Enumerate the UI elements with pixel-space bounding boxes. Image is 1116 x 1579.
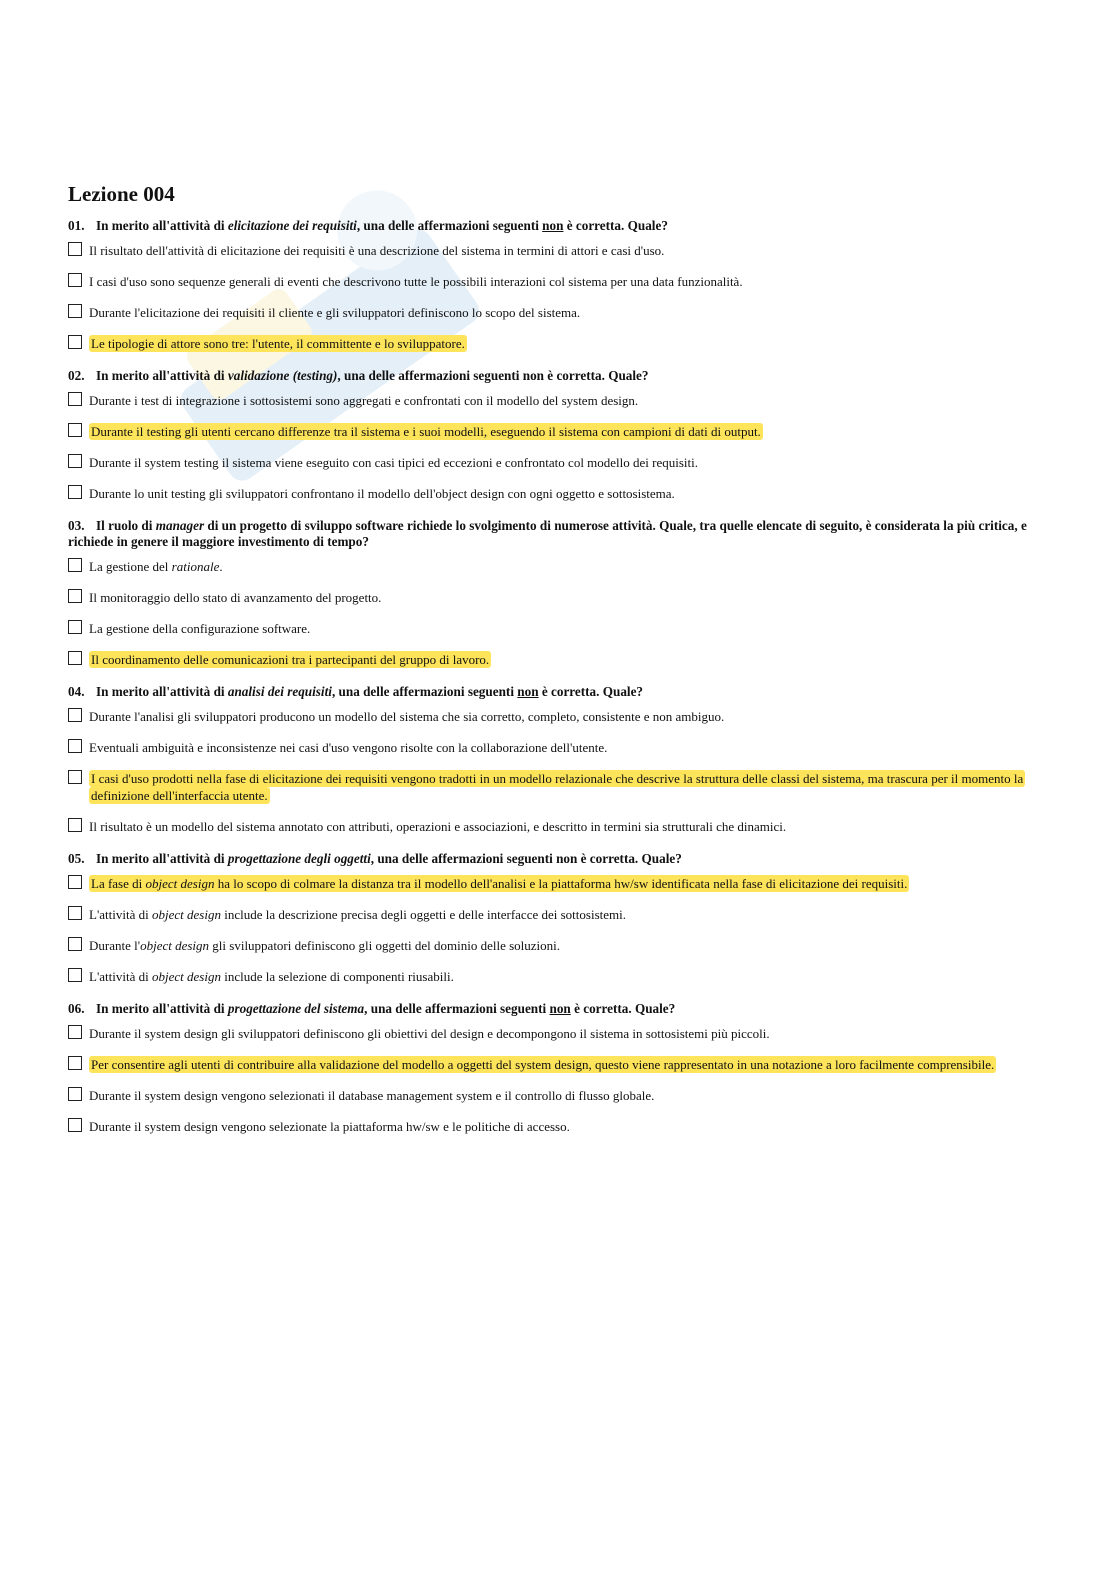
answer-option[interactable] [68, 242, 1038, 259]
checkbox[interactable] [68, 589, 82, 603]
question-number: 04. [68, 684, 85, 699]
checkbox[interactable] [68, 1087, 82, 1101]
question-1 [68, 218, 1038, 352]
question-list [68, 218, 1038, 1135]
checkbox[interactable] [68, 708, 82, 722]
checkbox[interactable] [68, 770, 82, 784]
text-run: , una delle affermazioni seguenti non è corretta. Quale? [370, 851, 682, 866]
checkbox[interactable] [68, 273, 82, 287]
checkbox[interactable] [68, 558, 82, 572]
answer-option[interactable] [68, 739, 1038, 756]
text-run: In merito all'attività di [96, 218, 228, 233]
answer-text [89, 709, 724, 724]
question-number: 01. [68, 218, 85, 233]
text-run: è corretta. Quale? [563, 218, 668, 233]
text-run: In merito all'attività di [96, 1001, 228, 1016]
question-text [68, 1001, 1038, 1017]
answer-text [89, 559, 223, 574]
text-run: manager [155, 518, 205, 533]
text-run: L'attività di [89, 969, 152, 984]
text-run: gli sviluppatori definiscono gli oggetti del dominio delle soluzioni. [209, 938, 561, 953]
text-run: Per consentire agli utenti di contribuire alla validazione del modello a oggetti del system design, questo viene rappresentato in una notazione a loro facilmente comprensibile. [91, 1057, 995, 1072]
answer-option[interactable] [68, 589, 1038, 606]
checkbox[interactable] [68, 1056, 82, 1070]
question-text [68, 218, 1038, 234]
text-run: Durante l'elicitazione dei requisiti il cliente e gli sviluppatori definiscono lo scopo del sistema. [89, 305, 581, 320]
answer-text [89, 590, 381, 605]
text-run: La fase di [91, 876, 146, 891]
checkbox[interactable] [68, 304, 82, 318]
question-5 [68, 851, 1038, 985]
text-run: Durante l'analisi gli sviluppatori producono un modello del sistema che sia corretto, completo, consistente e non ambiguo. [89, 709, 725, 724]
text-run: non [517, 684, 539, 699]
highlighted-answer-text [89, 423, 763, 440]
highlighted-answer-text [89, 770, 1025, 804]
highlighted-answer-text [89, 1056, 996, 1073]
question-2 [68, 368, 1038, 502]
checkbox[interactable] [68, 335, 82, 349]
text-run: Durante i test di integrazione i sottosistemi sono aggregati e confrontati con il modello del system design. [89, 393, 639, 408]
text-run: Durante il system testing il sistema viene eseguito con casi tipici ed eccezioni e confrontato col modello dei requisiti. [89, 455, 699, 470]
answer-text [89, 1088, 654, 1103]
question-3 [68, 518, 1038, 668]
answer-option[interactable] [68, 875, 1038, 892]
text-run: La gestione della configurazione software. [89, 621, 311, 636]
answer-text [89, 455, 698, 470]
answer-option[interactable] [68, 708, 1038, 725]
answer-text [89, 393, 638, 408]
answer-option[interactable] [68, 1025, 1038, 1042]
question-text [68, 518, 1038, 550]
question-number: 06. [68, 1001, 85, 1016]
text-run: Durante l' [89, 938, 141, 953]
answer-option[interactable] [68, 818, 1038, 835]
text-run: , una delle affermazioni seguenti non è corretta. Quale? [337, 368, 649, 383]
question-text [68, 851, 1038, 867]
checkbox[interactable] [68, 485, 82, 499]
text-run: Il risultato dell'attività di elicitazione dei requisiti è una descrizione del sistema in termini di attori e casi d'uso. [89, 243, 665, 258]
text-run: Durante lo unit testing gli sviluppatori confrontano il modello dell'object design con ogni oggetto e sottosistema. [89, 486, 675, 501]
text-run: In merito all'attività di [96, 368, 228, 383]
text-run: I casi d'uso prodotti nella fase di elicitazione dei requisiti vengono tradotti in un modello relazionale che descrive la struttura delle classi del sistema, ma trascura per il momento la definizione dell'interfaccia utente. [91, 771, 1024, 803]
checkbox[interactable] [68, 620, 82, 634]
answer-text [89, 938, 560, 953]
text-run: è corretta. Quale? [570, 1001, 676, 1016]
answer-option[interactable] [68, 1118, 1038, 1135]
highlighted-answer-text [89, 651, 491, 668]
text-run: include la descrizione precisa degli oggetti e delle interfacce dei sottosistemi. [220, 907, 626, 922]
highlighted-answer-text [89, 335, 467, 352]
question-6 [68, 1001, 1038, 1135]
answer-option[interactable] [68, 273, 1038, 290]
checkbox[interactable] [68, 651, 82, 665]
text-run: è corretta. Quale? [538, 684, 644, 699]
text-run: L'attività di [89, 907, 152, 922]
text-run: Le tipologie di attore sono tre: l'utente, il committente e lo sviluppatore. [91, 336, 465, 351]
answer-text [89, 621, 310, 636]
text-run: object design [145, 876, 215, 891]
checkbox[interactable] [68, 739, 82, 753]
answer-option[interactable] [68, 620, 1038, 637]
answer-text [89, 819, 786, 834]
answer-text [89, 243, 664, 258]
answer-option[interactable] [68, 770, 1038, 804]
answer-option[interactable] [68, 454, 1038, 471]
answer-option[interactable] [68, 304, 1038, 321]
text-run: object design [152, 969, 221, 984]
answer-option[interactable] [68, 392, 1038, 409]
text-run: object design [140, 938, 210, 953]
answer-text [89, 486, 675, 501]
text-run: di un progetto di sviluppo software richiede lo svolgimento di numerose attività. Quale, tra quelle elencate di seguito, è considerata la più critica, e richiede in genere il maggiore investimento di tempo? [68, 518, 1027, 549]
text-run: ha lo scopo di colmare la distanza tra il modello dell'analisi e la piattaforma hw/sw identificata nella fase di elicitazione dei requisiti. [214, 876, 908, 891]
checkbox[interactable] [68, 875, 82, 889]
text-run: non [542, 218, 564, 233]
checkbox[interactable] [68, 937, 82, 951]
text-run: Durante il system design vengono selezionati il database management system e il controllo di flusso globale. [89, 1088, 655, 1103]
checkbox[interactable] [68, 423, 82, 437]
answer-option[interactable] [68, 968, 1038, 985]
checkbox[interactable] [68, 906, 82, 920]
text-run: Eventuali ambiguità e inconsistenze nei casi d'uso vengono risolte con la collaborazione dell'utente. [89, 740, 608, 755]
text-run: . [219, 559, 223, 574]
answer-text [89, 969, 454, 984]
answer-option[interactable] [68, 1087, 1038, 1104]
text-run: La gestione del [89, 559, 172, 574]
checkbox[interactable] [68, 968, 82, 982]
answer-text [89, 1026, 770, 1041]
answer-option[interactable] [68, 423, 1038, 440]
answer-option[interactable] [68, 1056, 1038, 1073]
answer-text [89, 907, 626, 922]
text-run: , una delle affermazioni seguenti [356, 218, 543, 233]
text-run: object design [152, 907, 221, 922]
text-run: Durante il system design gli sviluppatori definiscono gli obiettivi del design e decompongono il sistema in sottosistemi più piccoli. [89, 1026, 770, 1041]
text-run: progettazione del sistema [227, 1001, 365, 1016]
question-text [68, 368, 1038, 384]
lesson-title: Lezione 004 [68, 182, 175, 206]
text-run: include la selezione di componenti riusabili. [220, 969, 454, 984]
checkbox[interactable] [68, 1025, 82, 1039]
text-run: Durante il system design vengono selezionate la piattaforma hw/sw e le politiche di accesso. [89, 1119, 570, 1134]
checkbox[interactable] [68, 242, 82, 256]
text-run: , una delle affermazioni seguenti [331, 684, 518, 699]
text-run: Il ruolo di [96, 518, 156, 533]
text-run: non [549, 1001, 571, 1016]
answer-option[interactable] [68, 906, 1038, 923]
text-run: Il monitoraggio dello stato di avanzamento del progetto. [89, 590, 382, 605]
answer-option[interactable] [68, 558, 1038, 575]
question-number: 02. [68, 368, 85, 383]
question-4 [68, 684, 1038, 835]
question-text [68, 684, 1038, 700]
text-run: elicitazione dei requisiti [227, 218, 357, 233]
answer-text [89, 1119, 570, 1134]
text-run: , una delle affermazioni seguenti [364, 1001, 550, 1016]
text-run: analisi dei requisiti [227, 684, 332, 699]
checkbox[interactable] [68, 1118, 82, 1132]
answer-text [89, 305, 580, 320]
highlighted-answer-text [89, 875, 909, 892]
answer-option[interactable] [68, 485, 1038, 502]
text-run: Il risultato è un modello del sistema annotato con attributi, operazioni e associazioni, e descritto in termini sia strutturali che dinamici. [89, 819, 787, 834]
text-run: Durante il testing gli utenti cercano differenze tra il sistema e i suoi modelli, eseguendo il sistema con campioni di dati di output. [91, 424, 761, 439]
question-number: 03. [68, 518, 85, 533]
answer-text [89, 740, 607, 755]
document-page [68, 181, 1038, 1151]
checkbox[interactable] [68, 392, 82, 406]
text-run: progettazione degli oggetti [227, 851, 371, 866]
text-run: I casi d'uso sono sequenze generali di eventi che descrivono tutte le possibili interazioni col sistema per una data funzionalità. [89, 274, 743, 289]
answer-text [89, 274, 743, 289]
text-run: In merito all'attività di [96, 684, 228, 699]
answer-option[interactable] [68, 937, 1038, 954]
checkbox[interactable] [68, 818, 82, 832]
text-run: Il coordinamento delle comunicazioni tra i partecipanti del gruppo di lavoro. [91, 652, 490, 667]
question-number: 05. [68, 851, 85, 866]
answer-option[interactable] [68, 651, 1038, 668]
text-run: In merito all'attività di [96, 851, 228, 866]
text-run: validazione (testing) [227, 368, 338, 383]
text-run: rationale [171, 559, 220, 574]
checkbox[interactable] [68, 454, 82, 468]
answer-option[interactable] [68, 335, 1038, 352]
